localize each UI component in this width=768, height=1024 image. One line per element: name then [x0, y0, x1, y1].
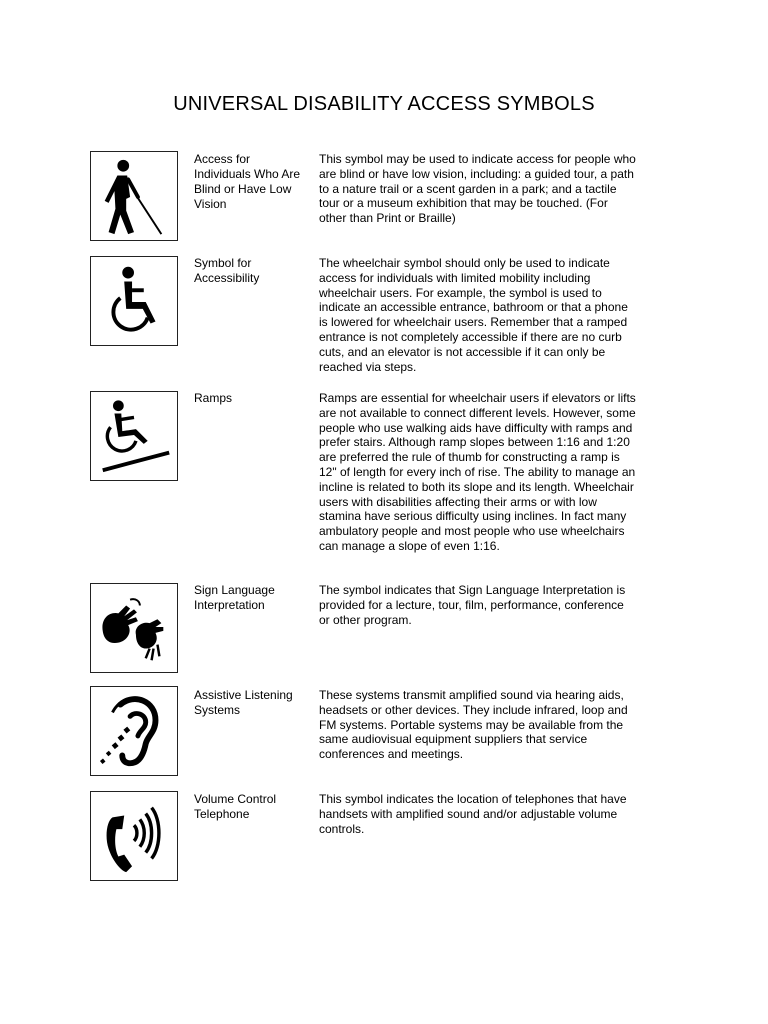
page-title: UNIVERSAL DISABILITY ACCESS SYMBOLS — [173, 93, 595, 115]
symbol-label: Assistive Listening Systems — [194, 688, 293, 717]
symbol-description: The symbol indicates that Sign Language Interpretation is provided for a lecture, tour, film, performance, conference or other program. — [319, 583, 626, 627]
sign-language-hands-icon — [90, 583, 178, 673]
wheelchair-ramp-icon — [90, 391, 178, 481]
symbol-label: Ramps — [194, 391, 233, 405]
symbol-description: This symbol may be used to indicate access for people who are blind or have low vision, including: a guided tour, a path to a nature trail or a scent garden in a park; and a tactile tour or a museum exhibition that may be touched. (For other than Print or Braille) — [319, 152, 636, 226]
telephone-volume-icon — [90, 791, 178, 881]
wheelchair-icon — [90, 256, 178, 346]
symbol-description: Ramps are essential for wheelchair users if elevators or lifts are not available to connect different levels. However, some people who use walking aids have difficulty with ramps and prefer stairs. Although ramp slopes between 1:16 and 1:20 are preferred the rule of thumb for constructing a ramp is 12" of length for every inch of rise. The ability to manage an incline is related to both its slope and its length. Wheelchair users with disabilities affecting their arms or with low stamina have serious difficulty using inclines. In fact many ambulatory people and most people who use wheelchairs can manage a slope of even 1:16. — [319, 391, 636, 553]
symbol-label: Sign Language Interpretation — [194, 583, 275, 612]
symbol-label: Symbol for Accessibility — [194, 256, 260, 285]
symbol-description: The wheelchair symbol should only be used to indicate access for individuals with limited mobility including wheelchair users. For example, the symbol is used to indicate an accessible entrance, bathroom or that a phone is lowered for wheelchair users. Remember that a ramped entrance is not completely accessible if there are no curb cuts, and an elevator is not accessible if it can only be reached via steps. — [319, 256, 628, 374]
symbol-label: Volume Control Telephone — [194, 792, 277, 821]
symbol-label: Access for Individuals Who Are Blind or Have Low Vision — [194, 152, 301, 211]
blind-person-with-cane-icon — [90, 151, 178, 241]
symbol-description: These systems transmit amplified sound via hearing aids, headsets or other devices. They include infrared, loop and FM systems. Portable systems may be available from the same audiovisual equipment suppliers that service conferences and meetings. — [319, 688, 628, 762]
ear-sound-waves-icon — [90, 686, 178, 776]
symbol-description: This symbol indicates the location of telephones that have handsets with amplified sound and/or adjustable volume controls. — [319, 792, 627, 836]
